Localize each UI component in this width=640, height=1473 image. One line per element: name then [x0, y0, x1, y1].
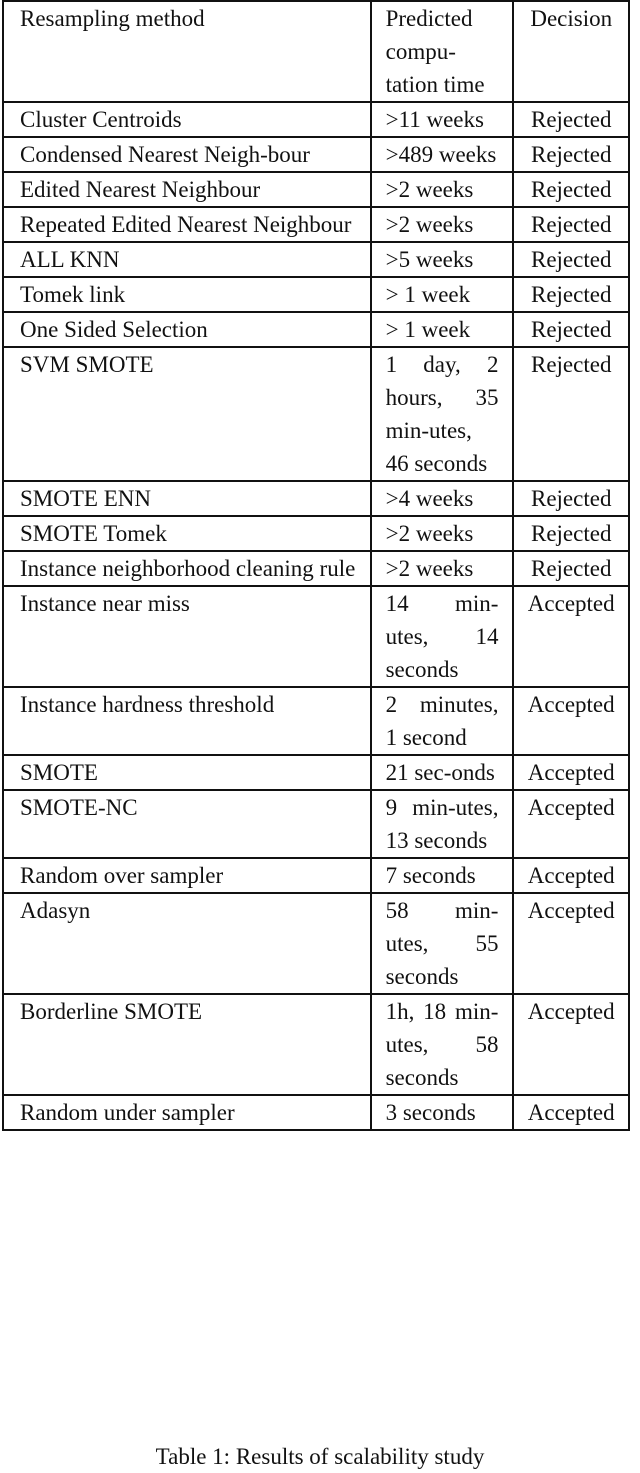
results-table	[2, 0, 630, 1131]
table-row	[3, 172, 629, 207]
method-cell: Instance hardness threshold	[3, 687, 371, 755]
decision-cell: Rejected	[513, 277, 629, 312]
decision-cell: Rejected	[513, 312, 629, 347]
decision-cell: Rejected	[513, 481, 629, 516]
time-cell: >4 weeks	[371, 481, 514, 516]
method-cell: Tomek link	[3, 277, 371, 312]
decision-cell: Accepted	[513, 893, 629, 994]
time-cell: 7 seconds	[371, 858, 514, 893]
decision-cell: Rejected	[513, 551, 629, 586]
table-row	[3, 481, 629, 516]
table-row	[3, 893, 629, 994]
method-cell: SMOTE ENN	[3, 481, 371, 516]
table-row	[3, 858, 629, 893]
header-row	[3, 1, 629, 102]
method-cell: Repeated Edited Nearest Neighbour	[3, 207, 371, 242]
method-cell: Instance near miss	[3, 586, 371, 687]
method-cell: One Sided Selection	[3, 312, 371, 347]
decision-cell: Rejected	[513, 347, 629, 481]
method-cell: Random under sampler	[3, 1095, 371, 1130]
decision-cell: Accepted	[513, 994, 629, 1095]
time-cell: >5 weeks	[371, 242, 514, 277]
table-row	[3, 312, 629, 347]
table-row	[3, 516, 629, 551]
header-decision: Decision	[513, 1, 629, 102]
table-row	[3, 102, 629, 137]
method-cell: Borderline SMOTE	[3, 994, 371, 1095]
method-cell: SMOTE-NC	[3, 790, 371, 858]
method-cell: Cluster Centroids	[3, 102, 371, 137]
time-cell: 14 min-utes, 14 seconds	[371, 586, 514, 687]
time-cell: >489 weeks	[371, 137, 514, 172]
time-cell: >2 weeks	[371, 551, 514, 586]
decision-cell: Rejected	[513, 207, 629, 242]
method-cell: Random over sampler	[3, 858, 371, 893]
decision-cell: Rejected	[513, 137, 629, 172]
method-cell: Adasyn	[3, 893, 371, 994]
table-row	[3, 1095, 629, 1130]
decision-cell: Accepted	[513, 586, 629, 687]
time-cell: 21 sec-onds	[371, 755, 514, 790]
decision-cell: Rejected	[513, 516, 629, 551]
table-row	[3, 994, 629, 1095]
time-cell: 1 day, 2 hours, 35 min-utes, 46 seconds	[371, 347, 514, 481]
table-row	[3, 687, 629, 755]
table-row	[3, 347, 629, 481]
decision-cell: Accepted	[513, 687, 629, 755]
decision-cell: Accepted	[513, 858, 629, 893]
table-row	[3, 242, 629, 277]
decision-cell: Accepted	[513, 1095, 629, 1130]
header-time: Predicted compu-tation time	[371, 1, 514, 102]
time-cell: >2 weeks	[371, 207, 514, 242]
time-cell: 2 minutes, 1 second	[371, 687, 514, 755]
time-cell: 3 seconds	[371, 1095, 514, 1130]
header-method: Resampling method	[3, 1, 371, 102]
decision-cell: Rejected	[513, 102, 629, 137]
table-row	[3, 755, 629, 790]
time-cell: >11 weeks	[371, 102, 514, 137]
method-cell: SVM SMOTE	[3, 347, 371, 481]
table-row	[3, 790, 629, 858]
method-cell: Instance neighborhood cleaning rule	[3, 551, 371, 586]
decision-cell: Accepted	[513, 755, 629, 790]
table-row	[3, 551, 629, 586]
table-row	[3, 207, 629, 242]
method-cell: SMOTE	[3, 755, 371, 790]
decision-cell: Accepted	[513, 790, 629, 858]
time-cell: > 1 week	[371, 312, 514, 347]
method-cell: SMOTE Tomek	[3, 516, 371, 551]
time-cell: 58 min-utes, 55 seconds	[371, 893, 514, 994]
table-caption: Table 1: Results of scalability study	[155, 1444, 485, 1469]
method-cell: ALL KNN	[3, 242, 371, 277]
time-cell: 1h, 18 min-utes, 58 seconds	[371, 994, 514, 1095]
time-cell: >2 weeks	[371, 172, 514, 207]
decision-cell: Rejected	[513, 172, 629, 207]
table-row	[3, 277, 629, 312]
decision-cell: Rejected	[513, 242, 629, 277]
time-cell: > 1 week	[371, 277, 514, 312]
table-row	[3, 586, 629, 687]
method-cell: Condensed Nearest Neigh-bour	[3, 137, 371, 172]
table-row	[3, 137, 629, 172]
method-cell: Edited Nearest Neighbour	[3, 172, 371, 207]
time-cell: 9 min-utes, 13 seconds	[371, 790, 514, 858]
time-cell: >2 weeks	[371, 516, 514, 551]
